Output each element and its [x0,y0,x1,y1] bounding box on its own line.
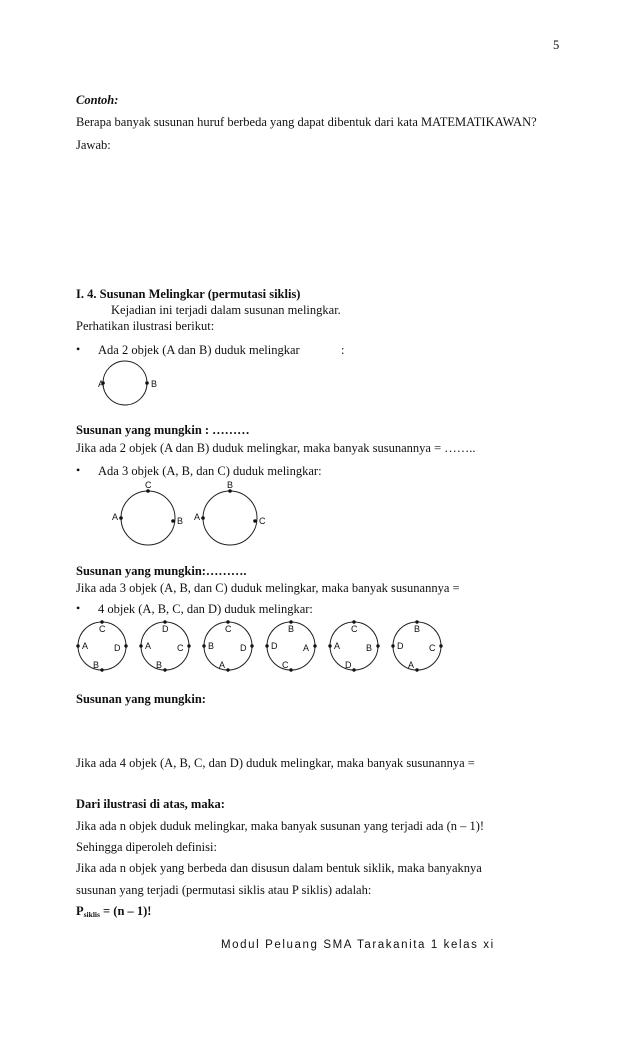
label-left: D [397,641,404,651]
three-objects-diagram [110,480,280,550]
seat-dot [376,644,379,647]
label-top: C [99,624,106,634]
circle-shape [103,361,147,405]
section-intro: Kejadian ini terjadi dalam susunan melingkar. [111,303,341,317]
seat-dot [201,516,205,520]
dari-ilustrasi-heading: Dari ilustrasi di atas, maka: [76,797,225,811]
seat-dot [265,644,268,647]
seat-dot [250,644,253,647]
label-top: C [145,480,152,490]
susunan-four-heading: Susunan yang mungkin: [76,692,206,706]
label-b: B [151,379,158,389]
bullet-three-objects: Ada 3 objek (A, B, dan C) duduk melingkar: [98,464,322,478]
label-right: C [177,643,184,653]
susunan-three-heading: Susunan yang mungkin:………. [76,564,247,578]
formula-p: P [76,904,84,918]
seat-dot [124,644,127,647]
label-left: A [194,512,201,522]
circle-shape [121,491,175,545]
seat-dot [100,668,103,671]
label-top: B [414,624,421,634]
label-bottom: A [219,660,226,670]
seat-dot [76,644,79,647]
example-question: Berapa banyak susunan huruf berbeda yang dapat dibentuk dari kata MATEMATIKAWAN? [76,115,537,129]
seat-dot [171,519,175,523]
label-right: B [177,516,184,526]
jika-two-line: Jika ada 2 objek (A dan B) duduk melingkar, maka banyak susunannya = …….. [76,441,476,455]
label-left: A [82,641,89,651]
contoh-label: Contoh: [76,93,119,107]
seat-dot [313,644,316,647]
page-number: 5 [553,38,560,52]
perhatikan-text: Perhatikan ilustrasi berikut: [76,319,215,333]
jika-three-line: Jika ada 3 objek (A, B, dan C) duduk melingkar, maka banyak susunannya = [76,581,460,595]
seat-dot [289,668,292,671]
label-left: B [208,641,215,651]
label-right: C [259,516,266,526]
label-top: D [162,624,169,634]
bullet-two-objects: Ada 2 objek (A dan B) duduk melingkar [98,343,300,357]
seat-dot [202,644,205,647]
four-objects-diagram [70,615,455,677]
section-title: I. 4. Susunan Melingkar (permutasi siklis) [76,287,301,301]
label-bottom: B [93,660,100,670]
formula [76,903,151,923]
footer-text: Modul Peluang SMA Tarakanita 1 kelas xi [221,939,495,951]
label-left: D [271,641,278,651]
conclusion-line-1: Jika ada n objek duduk melingkar, maka banyak susunan yang terjadi ada (n – 1)! [76,819,485,833]
bullet-icon: • [76,463,81,477]
susunan-two-heading: Susunan yang mungkin : ……… [76,423,250,437]
label-bottom: C [282,660,289,670]
seat-dot [439,644,442,647]
seat-dot [253,519,257,523]
label-top: C [225,624,232,634]
two-objects-diagram [95,360,175,415]
label-right: A [303,643,310,653]
seat-dot [352,668,355,671]
label-left: A [112,512,119,522]
label-right: D [240,643,247,653]
bullet-icon: • [76,601,81,615]
label-a: A [98,379,105,389]
formula-subscript: siklis [83,910,100,919]
label-right: D [114,643,121,653]
label-bottom: D [345,660,352,670]
seat-dot [119,516,123,520]
seat-dot [415,668,418,671]
bullet-four-objects: 4 objek (A, B, C, dan D) duduk melingkar: [98,602,313,616]
label-top: C [351,624,358,634]
conclusion-line-2: Sehingga diperoleh definisi: [76,840,217,854]
jika-four-line: Jika ada 4 objek (A, B, C, dan D) duduk melingkar, maka banyak susunannya = [76,756,475,770]
label-bottom: A [408,660,415,670]
definition-line-2: susunan yang terjadi (permutasi siklis atau P siklis) adalah: [76,883,372,897]
label-right: B [366,643,373,653]
bullet-two-colon: : [341,343,345,357]
label-top: B [288,624,295,634]
bullet-icon: • [76,342,81,356]
label-left: A [334,641,341,651]
definition-line-1: Jika ada n objek yang berbeda dan disusun dalam bentuk siklik, maka banyaknya [76,861,482,875]
seat-dot [187,644,190,647]
jawab-label: Jawab: [76,138,111,152]
seat-dot [226,668,229,671]
formula-rest: = (n – 1)! [99,904,152,918]
label-right: C [429,643,436,653]
seat-dot [328,644,331,647]
seat-dot [139,644,142,647]
seat-dot [391,644,394,647]
label-bottom: B [156,660,163,670]
circle-shape [203,491,257,545]
label-left: A [145,641,152,651]
seat-dot [163,668,166,671]
label-top: B [227,480,234,490]
